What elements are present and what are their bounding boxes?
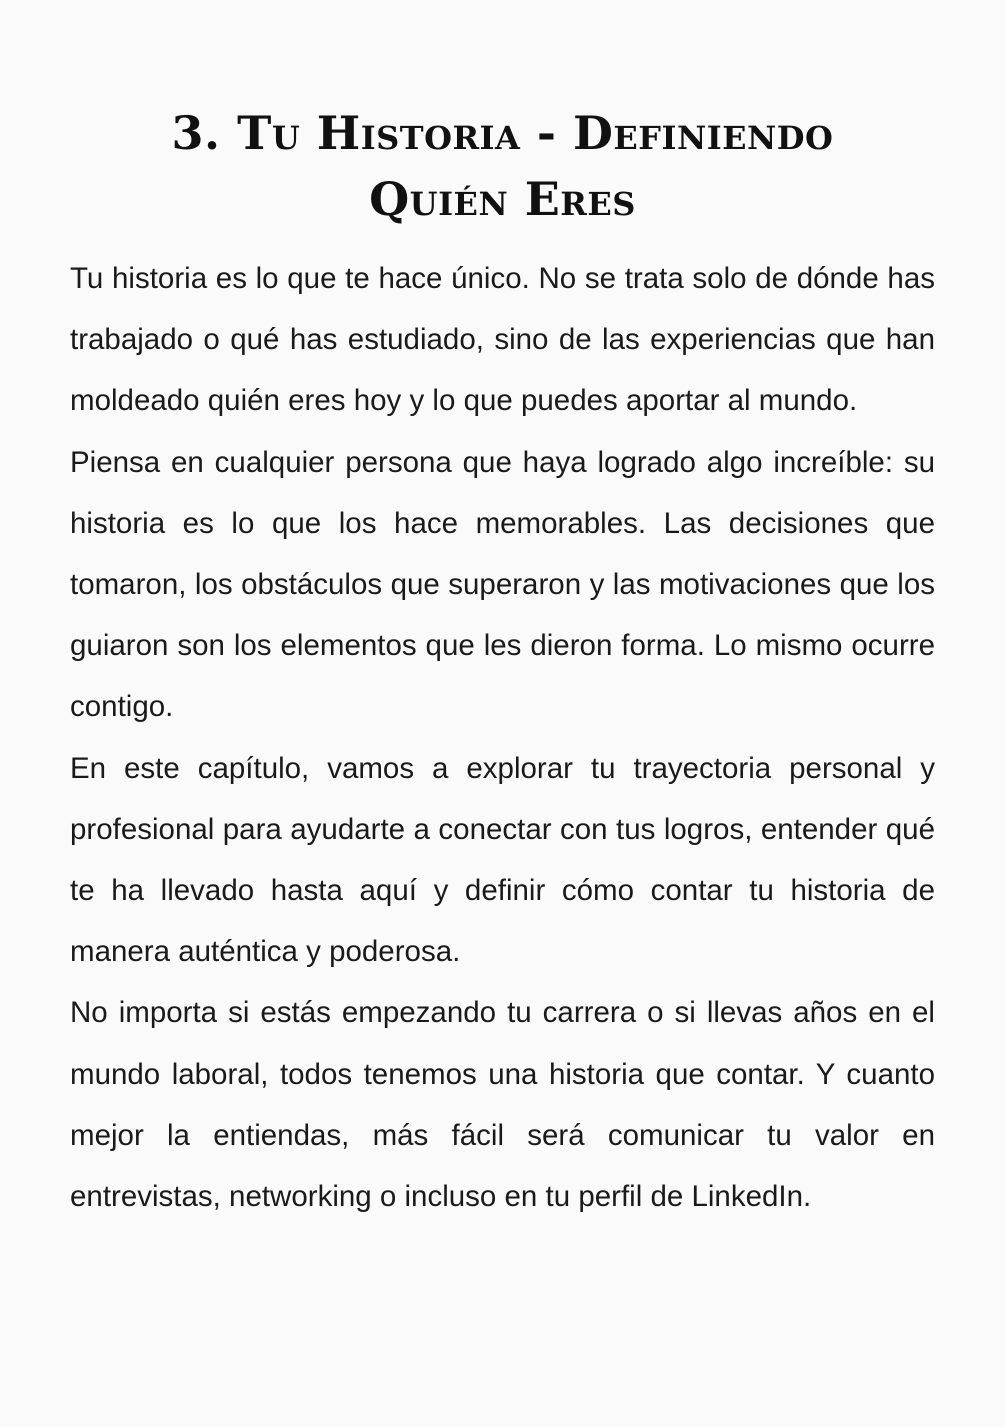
page-title-line-2: Quién Eres [369, 172, 636, 226]
paragraph-3: En este capítulo, vamos a explorar tu trayectoria personal y profesional para ayudarte a conectar con tus logros, entender qué te ha llevado hasta aquí y definir cómo contar tu historia de manera auténtica y poderosa. [70, 751, 935, 969]
paragraph-1: Tu historia es lo que te hace único. No se trata solo de dónde has trabajado o qué has estudiado, sino de las experiencias que han moldeado quién eres hoy y lo que puedes aportar al mundo. [70, 262, 935, 418]
body-text [70, 248, 935, 1227]
paragraph-4: No importa si estás empezando tu carrera o si llevas años en el mundo laboral, todos tenemos una historia que contar. Y cuanto mejor la entiendas, más fácil será comunicar tu valor en entrevistas, networking o incluso en tu perfil de LinkedIn. [70, 996, 935, 1214]
page-title [70, 100, 935, 232]
page-title-line-1: 3. Tu Historia - Definiendo [171, 106, 834, 160]
paragraph-2: Piensa en cualquier persona que haya logrado algo increíble: su historia es lo que los hace memorables. Las decisiones que tomaron, los obstáculos que superaron y las motivaciones que los guiaron son los elementos que les dieron forma. Lo mismo ocurre contigo. [70, 445, 935, 724]
